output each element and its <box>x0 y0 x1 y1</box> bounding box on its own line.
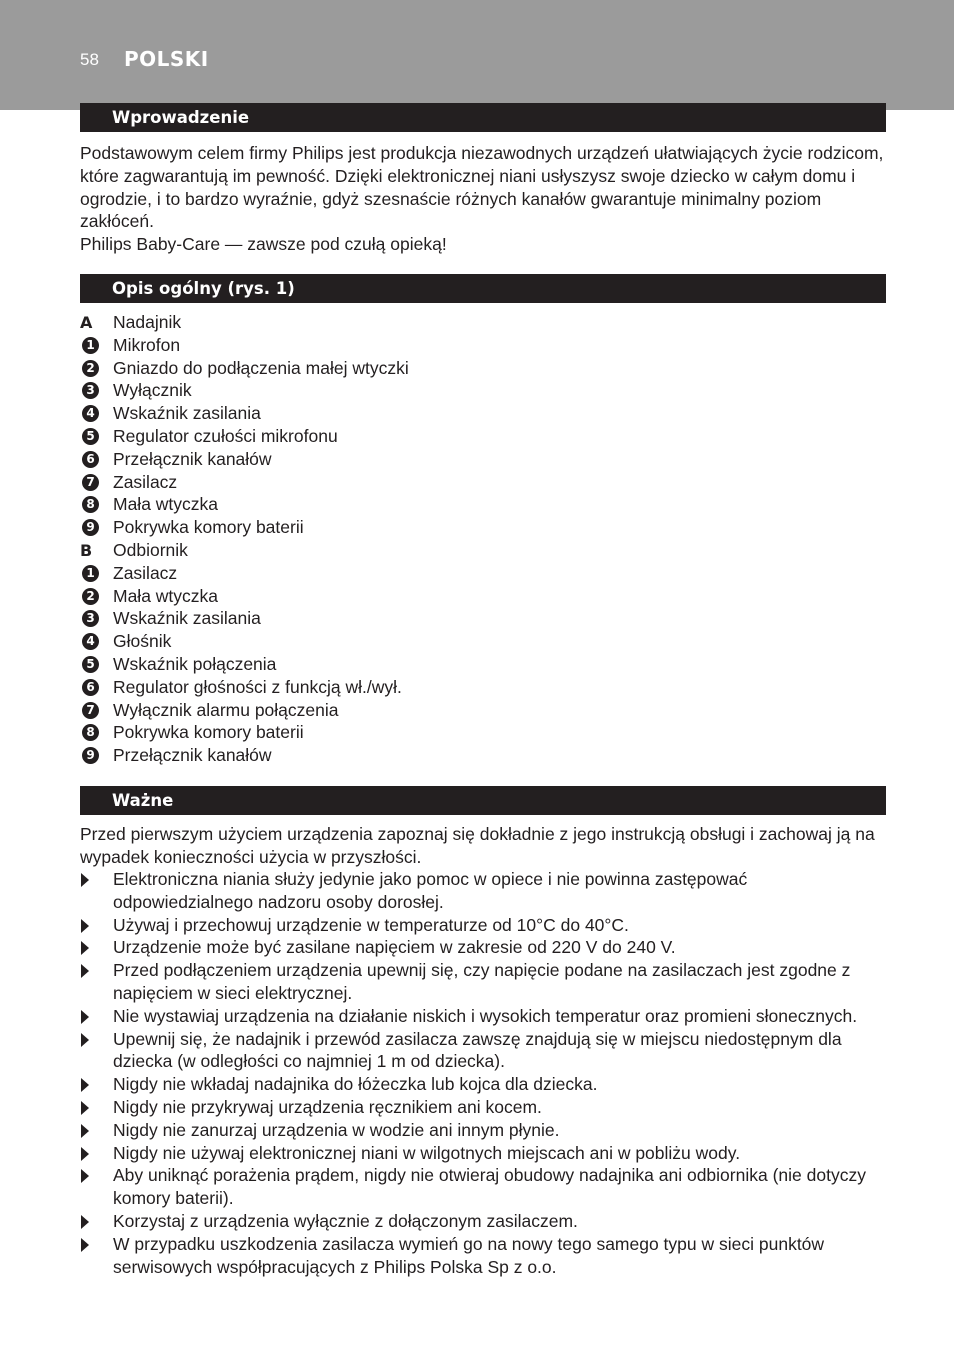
warning-text: W przypadku uszkodzenia zasilacza wymień go na nowy tego samego typu w sieci punktów serwisowych współpracujących z Philips Polska Sp z o.o. <box>113 1233 825 1277</box>
part-label: Regulator głośności z funkcją wł./wył. <box>113 676 402 697</box>
warning-item <box>80 1210 890 1233</box>
part-number-marker: 3 <box>82 610 99 627</box>
part-label: Pokrywka komory baterii <box>113 517 304 538</box>
parts-list-item <box>80 630 600 653</box>
part-label: Wskaźnik zasilania <box>113 608 261 629</box>
part-number-marker: 2 <box>82 588 99 605</box>
parts-list-item <box>80 562 600 585</box>
warning-text: Nigdy nie zanurzaj urządzenia w wodzie ani innym płynie. <box>113 1119 560 1140</box>
parts-list-item <box>80 357 600 380</box>
parts-list-item <box>80 676 600 699</box>
page-header <box>0 0 954 110</box>
warning-text: Nigdy nie używaj elektronicznej niani w wilgotnych miejscach ani w pobliżu wody. <box>113 1142 741 1163</box>
warning-text: Upewnij się, że nadajnik i przewód zasilacza zawszę znajdują się w miejscu niedostępnym dla dziecka (w odległości co najmniej 1 m od dziecka). <box>113 1028 842 1072</box>
part-label: Przełącznik kanałów <box>113 745 272 766</box>
part-number-marker: 7 <box>82 474 99 491</box>
part-number-marker: 4 <box>82 633 99 650</box>
parts-list <box>80 311 600 767</box>
bullet-arrow-icon <box>81 1238 89 1252</box>
part-number-marker: 5 <box>82 656 99 673</box>
part-label: Mikrofon <box>113 334 181 355</box>
parts-list-item <box>80 493 600 516</box>
warning-item <box>80 1028 890 1074</box>
parts-list-item <box>80 607 600 630</box>
warning-text: Nigdy nie wkładaj nadajnika do łóżeczka lub kojca dla dziecka. <box>113 1074 598 1095</box>
part-number-marker: 8 <box>82 496 99 513</box>
part-number-marker: 5 <box>82 428 99 445</box>
parts-list-item <box>80 334 600 357</box>
intro-tagline: Philips Baby-Care — zawsze pod czułą opieką! <box>80 234 447 255</box>
warning-item <box>80 1119 890 1142</box>
page-number: 58 <box>80 50 99 69</box>
bullet-arrow-icon <box>81 1078 89 1092</box>
warning-text: Elektroniczna niania służy jedynie jako pomoc w opiece i nie powinna zastępować odpowiedzialnego nadzoru osoby dorosłej. <box>113 869 748 912</box>
warning-item <box>80 868 890 914</box>
warning-item <box>80 1096 890 1119</box>
warning-item <box>80 936 890 959</box>
parts-list-item <box>80 699 600 722</box>
part-label: Nadajnik <box>113 312 182 332</box>
bullet-arrow-icon <box>81 873 89 887</box>
parts-list-item <box>80 311 600 334</box>
parts-list-item <box>80 425 600 448</box>
parts-list-item <box>80 471 600 494</box>
intro-text <box>80 142 890 256</box>
part-number-marker: 2 <box>82 360 99 377</box>
part-group-letter: B <box>80 540 93 560</box>
warning-text: Używaj i przechowuj urządzenie w temperaturze od 10°C do 40°C. <box>113 914 629 935</box>
bullet-arrow-icon <box>81 1124 89 1138</box>
bullet-arrow-icon <box>81 1215 89 1229</box>
bullet-arrow-icon <box>81 1010 89 1024</box>
part-label: Pokrywka komory baterii <box>113 722 304 743</box>
warning-item <box>80 1005 890 1028</box>
part-label: Gniazdo do podłączenia małej wtyczki <box>113 357 409 378</box>
bullet-arrow-icon <box>81 941 89 955</box>
part-label: Mała wtyczka <box>113 494 219 515</box>
part-number-marker: 6 <box>82 451 99 468</box>
warning-item <box>80 1233 890 1279</box>
warning-text: Aby uniknąć porażenia prądem, nigdy nie otwieraj obudowy nadajnika ani odbiornika (nie dotyczy komory baterii). <box>113 1165 866 1209</box>
warnings-list <box>80 868 890 1278</box>
part-label: Zasilacz <box>113 562 178 583</box>
part-label: Regulator czułości mikrofonu <box>113 425 338 446</box>
warning-item <box>80 1164 890 1210</box>
warning-text: Nie wystawiaj urządzenia na działanie niskich i wysokich temperatur oraz promieni słonecznych. <box>113 1005 858 1026</box>
warning-item <box>80 1142 890 1165</box>
part-number-marker: 8 <box>82 724 99 741</box>
parts-list-item <box>80 402 600 425</box>
bullet-arrow-icon <box>81 1169 89 1183</box>
part-label: Odbiornik <box>113 539 188 560</box>
part-label: Głośnik <box>113 631 172 652</box>
warning-item <box>80 959 890 1005</box>
part-label: Wyłącznik <box>113 380 192 401</box>
section-heading-intro: Wprowadzenie <box>80 103 886 132</box>
part-number-marker: 6 <box>82 679 99 696</box>
intro-body: Podstawowym celem firmy Philips jest produkcja niezawodnych urządzeń ułatwiających życie rodzicom, które zagwarantują im pewność. Dzięki elektronicznej niani usłyszysz swoje dziecko w całym domu i ogrodzie, i to bardzo wyraźnie, gdyż szesnaście różnych kanałów gwarantuje minimalny poziom zakłóceń. <box>80 143 884 232</box>
warning-text: Nigdy nie przykrywaj urządzenia ręcznikiem ani kocem. <box>113 1096 542 1117</box>
part-label: Wyłącznik alarmu połączenia <box>113 699 339 720</box>
bullet-arrow-icon <box>81 1147 89 1161</box>
bullet-arrow-icon <box>81 1101 89 1115</box>
bullet-arrow-icon <box>81 964 89 978</box>
part-number-marker: 4 <box>82 405 99 422</box>
warning-item <box>80 1073 890 1096</box>
part-number-marker: 7 <box>82 702 99 719</box>
parts-list-item <box>80 448 600 471</box>
section-heading-important: Ważne <box>80 786 886 815</box>
part-label: Wskaźnik zasilania <box>113 403 261 424</box>
part-number-marker: 1 <box>82 337 99 354</box>
important-intro: Przed pierwszym użyciem urządzenia zapoznaj się dokładnie z jego instrukcją obsługi i zachowaj ją na wypadek konieczności użycia w przyszłości. <box>80 824 875 867</box>
part-label: Wskaźnik połączenia <box>113 653 277 674</box>
language-title: POLSKI <box>124 47 209 71</box>
part-label: Zasilacz <box>113 471 178 492</box>
part-number-marker: 9 <box>82 747 99 764</box>
section-heading-overview: Opis ogólny (rys. 1) <box>80 274 886 303</box>
warning-text: Korzystaj z urządzenia wyłącznie z dołączonym zasilaczem. <box>113 1210 578 1231</box>
bullet-arrow-icon <box>81 1033 89 1047</box>
part-label: Mała wtyczka <box>113 585 219 606</box>
parts-list-item <box>80 653 600 676</box>
parts-list-item <box>80 744 600 767</box>
part-number-marker: 9 <box>82 519 99 536</box>
warning-item <box>80 914 890 937</box>
warning-text: Urządzenie może być zasilane napięciem w zakresie od 220 V do 240 V. <box>113 937 676 958</box>
warning-text: Przed podłączeniem urządzenia upewnij się, czy napięcie podane na zasilaczach jest zgodne z napięciem w sieci elektrycznej. <box>113 960 851 1003</box>
part-label: Przełącznik kanałów <box>113 448 272 469</box>
parts-list-item <box>80 539 600 562</box>
bullet-arrow-icon <box>81 919 89 933</box>
parts-list-item <box>80 516 600 539</box>
part-group-letter: A <box>80 313 93 332</box>
parts-list-item <box>80 721 600 744</box>
parts-list-item <box>80 585 600 608</box>
part-number-marker: 3 <box>82 382 99 399</box>
part-number-marker: 1 <box>82 565 99 582</box>
parts-list-item <box>80 379 600 402</box>
